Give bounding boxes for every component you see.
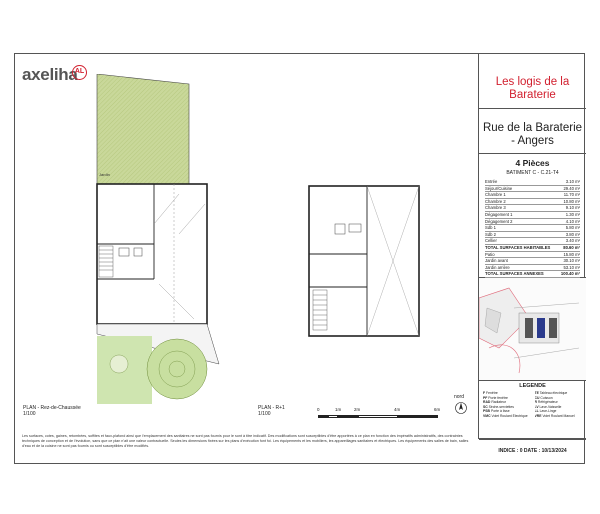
plan-title-rdc: PLAN - Rez-de-Chaussée 1/100 bbox=[23, 405, 81, 417]
plan-title-r1: PLAN - R+1 1/100 bbox=[258, 405, 285, 417]
first-floor-walls bbox=[309, 186, 419, 336]
surface-label: Chambre 3 bbox=[485, 205, 559, 212]
legend-code: PSB bbox=[483, 409, 490, 414]
legend-label: Porte à lisse bbox=[490, 409, 510, 414]
legend-title: LEGENDE bbox=[519, 383, 546, 389]
legend-label: Tableau électrique bbox=[539, 391, 568, 395]
brand-logo: axeliha bbox=[22, 65, 78, 84]
surface-label: Cellier bbox=[485, 238, 559, 245]
legend-code: SC bbox=[483, 404, 488, 409]
surface-total-row bbox=[485, 271, 580, 278]
legend-label: Porte fenêtre bbox=[488, 395, 508, 400]
legend-code: LL bbox=[534, 409, 539, 414]
surface-row bbox=[485, 192, 580, 199]
legend-item bbox=[535, 414, 583, 419]
surface-label: Jardin arrière bbox=[485, 264, 559, 271]
legend-code: F bbox=[483, 391, 486, 395]
first-floor-plan bbox=[305, 182, 425, 347]
surface-value: 29.40 m² bbox=[559, 185, 581, 192]
legend-code: R bbox=[534, 400, 537, 405]
surface-table bbox=[485, 179, 580, 278]
surface-label: Dégagement 1 bbox=[485, 211, 559, 218]
site-map-drawing bbox=[479, 278, 586, 381]
legend-label: Réfrigérateur bbox=[537, 400, 558, 405]
revision-index: INDICE : 0 DATE : 10/13/2024 bbox=[479, 439, 586, 465]
legend-label: Volet Roulant Manuel bbox=[542, 413, 575, 418]
surface-value: 9.10 m² bbox=[559, 205, 581, 212]
surface-value: 4.10 m² bbox=[559, 218, 581, 225]
surface-label: TOTAL SURFACES ANNEXES bbox=[485, 271, 559, 278]
surface-value: 1.30 m² bbox=[559, 211, 581, 218]
surface-value: 10.80 m² bbox=[559, 198, 581, 205]
lot-building: BATIMENT C - C.21-T4 bbox=[506, 170, 559, 176]
surface-label: TOTAL SURFACES HABITABLES bbox=[485, 244, 559, 251]
legend-label: Volet Roulant Électrique bbox=[491, 413, 528, 418]
legend-code: RAD bbox=[483, 400, 491, 405]
plan-sheet bbox=[14, 53, 585, 464]
surface-row bbox=[485, 185, 580, 192]
brand-logo-badge: AL bbox=[72, 65, 87, 80]
north-arrow-icon bbox=[455, 401, 467, 415]
surface-label: Sdb 2 bbox=[485, 231, 559, 238]
tree-1 bbox=[147, 339, 207, 399]
surface-row bbox=[485, 198, 580, 205]
surface-label: Chambre 2 bbox=[485, 198, 559, 205]
surface-row bbox=[485, 218, 580, 225]
lot-type: 4 Pièces bbox=[515, 158, 550, 168]
legend-code: VRE bbox=[534, 413, 542, 418]
surface-label: Séjour/Cuisine bbox=[485, 185, 559, 192]
surface-row bbox=[485, 231, 580, 238]
legend-code: TE bbox=[534, 391, 539, 395]
legend-code: CU bbox=[534, 395, 540, 400]
surface-row bbox=[485, 205, 580, 212]
surface-value: 15.80 m² bbox=[559, 251, 581, 258]
address-block: Rue de la Baraterie - Angers bbox=[479, 109, 586, 154]
surface-label: Dégagement 2 bbox=[485, 218, 559, 225]
legend-label: Lave-Linge bbox=[539, 409, 557, 414]
surface-value: 80.60 m² bbox=[559, 244, 581, 251]
surface-label: Chambre 1 bbox=[485, 192, 559, 199]
legend-label: Sèche-serviettes bbox=[488, 404, 514, 409]
ground-floor-plan bbox=[79, 74, 224, 404]
surface-label: Entrée bbox=[485, 179, 559, 185]
lot-info bbox=[479, 154, 586, 278]
surface-row bbox=[485, 238, 580, 245]
surface-row bbox=[485, 258, 580, 265]
ground-floor-walls bbox=[97, 184, 207, 324]
legend-item bbox=[483, 414, 531, 419]
legend-label: Radiateur bbox=[491, 400, 507, 405]
legend-code: PF bbox=[483, 395, 488, 400]
surface-value: 11.70 m² bbox=[559, 192, 581, 199]
surface-value: 3.40 m² bbox=[559, 238, 581, 245]
back-garden bbox=[97, 74, 189, 184]
tree-2 bbox=[110, 355, 128, 373]
legend-label: Lave-Vaisselle bbox=[539, 404, 562, 409]
scale-bar: 0 1m 2m 4m 6m bbox=[318, 406, 448, 426]
surface-row bbox=[485, 225, 580, 232]
legend bbox=[479, 381, 586, 439]
legend-code: VMC bbox=[483, 413, 491, 418]
surface-value: 5.80 m² bbox=[559, 225, 581, 232]
north-arrow: nord bbox=[453, 394, 469, 418]
site-map bbox=[479, 278, 586, 381]
surface-row bbox=[485, 211, 580, 218]
surface-row bbox=[485, 251, 580, 258]
surface-label: Patio bbox=[485, 251, 559, 258]
svg-text:Jardin: Jardin bbox=[99, 172, 110, 177]
legend-code: LV bbox=[534, 404, 539, 409]
surface-label: Jardin avant bbox=[485, 258, 559, 265]
disclaimer-text: Les surfaces, cotes, gaines, retombées, soffites et faux-plafond ainsi que l'emplacement des sanitaires ne sont pas fournis pour le sont à titre indicatif. Des modifications sont susceptibles d'être apportées à ce plan en fonction des impératifs administratifs, des contraintes techniques de conception et de l'évolution, sans que ce plan n'ait une valeur contractuelle. Seules les dimensions fixées sur les plans d'exécution font foi. Les équipements et les mobiliers, les appareillages sanitaires et électriques. Les équipements des salles de bain, salles d'eau et de la cuisine ne sont pas fournis ou sont susceptibles d'être modifiés. bbox=[22, 434, 469, 448]
program-name: Les logis de la Baraterie bbox=[479, 54, 586, 109]
surface-value: 3.10 m² bbox=[559, 179, 581, 185]
surface-value: 3.80 m² bbox=[559, 231, 581, 238]
surface-value: 100.40 m² bbox=[559, 271, 581, 278]
surface-total-row bbox=[485, 244, 580, 251]
surface-value: 30.10 m² bbox=[559, 258, 581, 265]
surface-label: Sdb 1 bbox=[485, 225, 559, 232]
surface-row bbox=[485, 264, 580, 271]
legend-label: Fenêtre bbox=[486, 391, 498, 395]
surface-value: 53.10 m² bbox=[559, 264, 581, 271]
legend-grid bbox=[483, 391, 582, 419]
legend-label: Cuisson bbox=[540, 395, 553, 400]
